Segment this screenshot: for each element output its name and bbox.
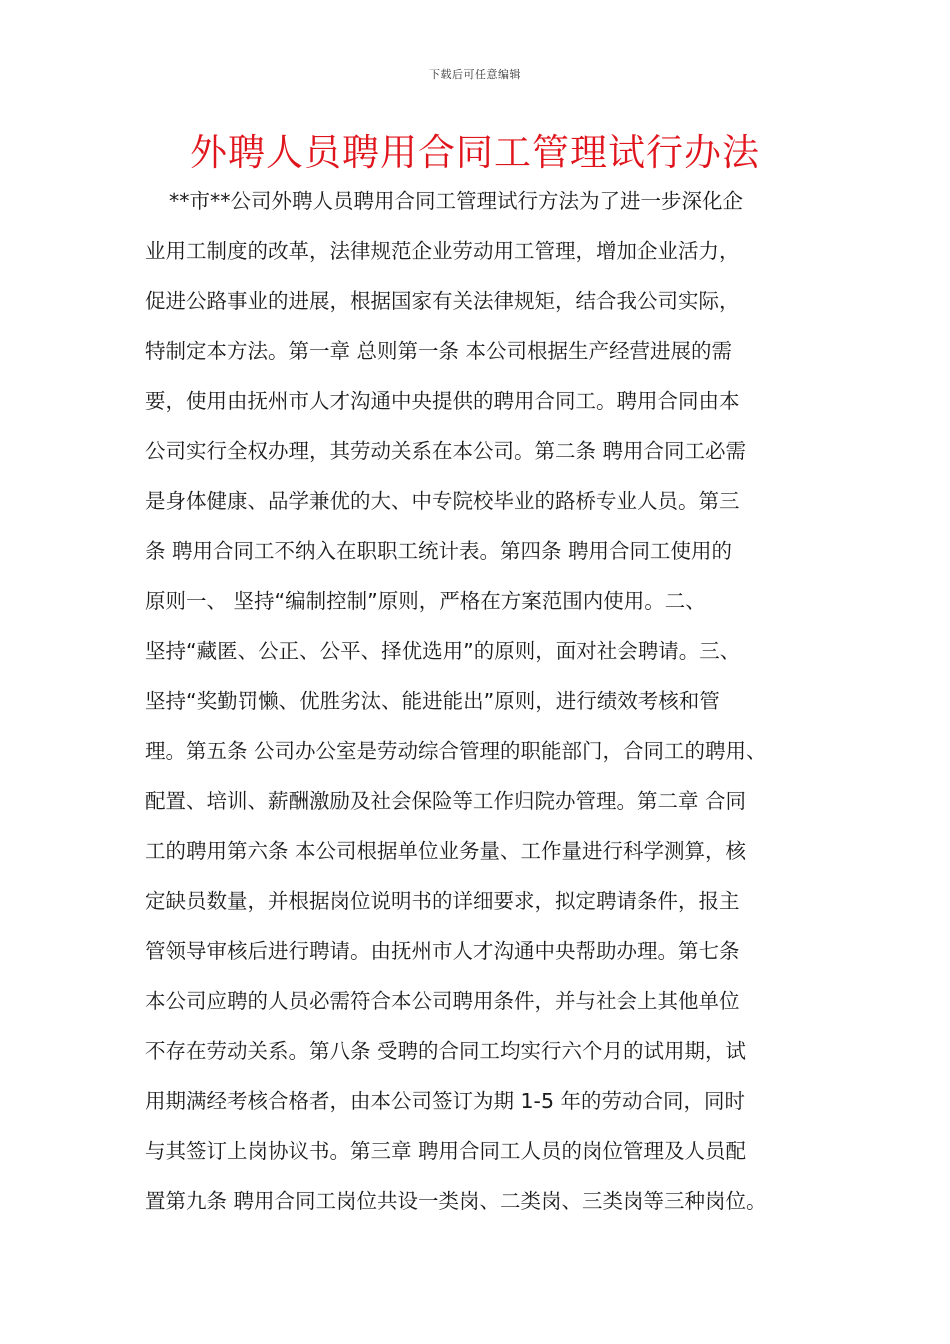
body-line: 置第九条 聘用合同工岗位共设一类岗、二类岗、三类岗等三种岗位。: [145, 1189, 767, 1213]
body-line: 促进公路事业的进展，根据国家有关法律规矩，结合我公司实际，: [145, 289, 740, 313]
body-line: 特制定本方法。第一章 总则第一条 本公司根据生产经营进展的需: [145, 339, 733, 363]
body-line: 工的聘用第六条 本公司根据单位业务量、工作量进行科学测算，核: [145, 839, 747, 863]
body-line: 本公司应聘的人员必需符合本公司聘用条件，并与社会上其他单位: [145, 989, 740, 1013]
document-title: 外聘人员聘用合同工管理试行办法: [190, 131, 760, 174]
body-line: 定缺员数量，并根据岗位说明书的详细要求，拟定聘请条件，报主: [145, 889, 740, 913]
body-line: 配置、培训、薪酬激励及社会保险等工作归院办管理。第二章 合同: [145, 789, 747, 813]
body-line: 用期满经考核合格者，由本公司签订为期 1-5 年的劳动合同，同时: [145, 1089, 746, 1113]
document-body: [145, 176, 815, 1226]
body-line: 理。第五条 公司办公室是劳动综合管理的职能部门，合同工的聘用、: [145, 739, 767, 763]
body-line: 业用工制度的改革，法律规范企业劳动用工管理，增加企业活力，: [145, 239, 740, 263]
body-line: 与其签订上岗协议书。第三章 聘用合同工人员的岗位管理及人员配: [145, 1139, 747, 1163]
body-line: 管领导审核后进行聘请。由抚州市人才沟通中央帮助办理。第七条: [145, 939, 740, 963]
download-note: 下载后可任意编辑: [429, 68, 521, 81]
body-line: 公司实行全权办理，其劳动关系在本公司。第二条 聘用合同工必需: [145, 439, 747, 463]
body-line: 条 聘用合同工不纳入在职职工统计表。第四条 聘用合同工使用的: [145, 539, 733, 563]
body-line: 是身体健康、品学兼优的大、中专院校毕业的路桥专业人员。第三: [145, 489, 740, 513]
body-line: **市**公司外聘人员聘用合同工管理试行方法为了进一步深化企: [169, 189, 743, 213]
body-line: 坚持“藏匿、公正、公平、择优选用”的原则，面对社会聘请。三、: [145, 639, 741, 663]
body-line: 坚持“奖勤罚懒、优胜劣汰、能进能出”原则，进行绩效考核和管: [145, 689, 720, 713]
body-line: 原则一、 坚持“编制控制”原则，严格在方案范围内使用。二、: [145, 589, 706, 613]
body-line: 要，使用由抚州市人才沟通中央提供的聘用合同工。聘用合同由本: [145, 389, 740, 413]
body-line: 不存在劳动关系。第八条 受聘的合同工均实行六个月的试用期，试: [145, 1039, 747, 1063]
